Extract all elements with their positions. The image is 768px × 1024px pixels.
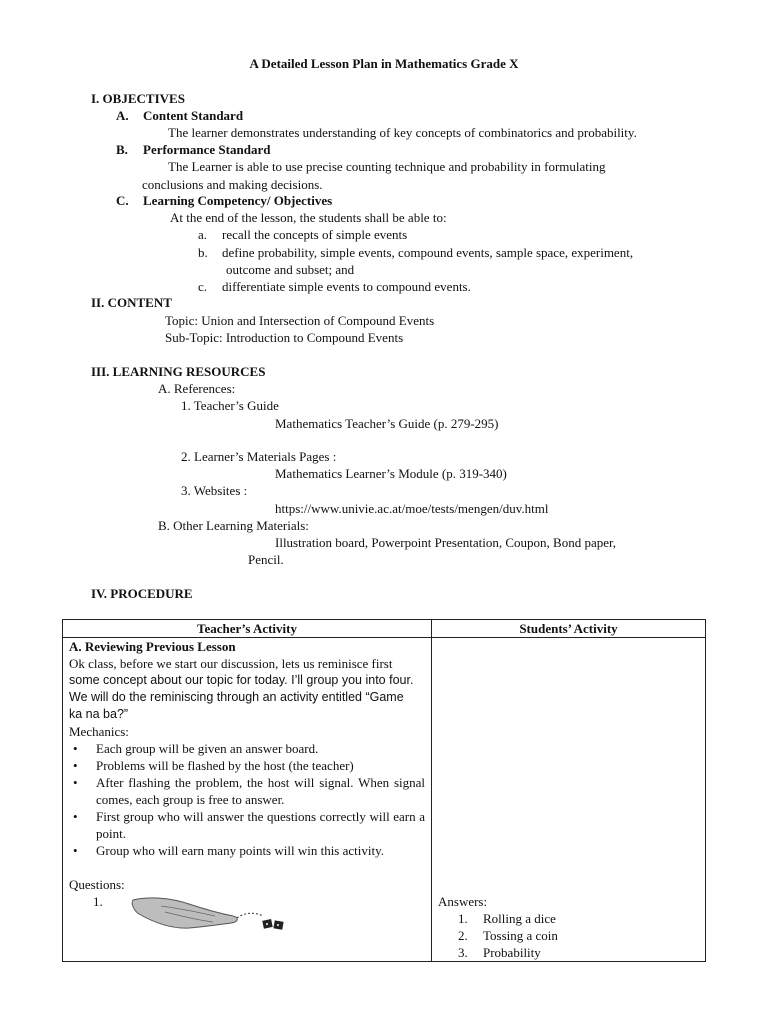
- students-activity-header: Students’ Activity: [432, 620, 706, 638]
- performance-standard-letter: B.: [116, 142, 128, 157]
- document-title: A Detailed Lesson Plan in Mathematics Grade X: [249, 56, 519, 71]
- students-activity-cell: [432, 638, 706, 962]
- competency-label: Learning Competency/ Objectives: [143, 193, 333, 208]
- reference-3-value: https://www.univie.ac.at/moe/tests/mengen/duv.html: [275, 501, 549, 516]
- procedure-table-header: [63, 620, 706, 638]
- answer-text: Probability: [483, 945, 541, 960]
- competency-letter: C.: [116, 193, 129, 208]
- procedure-table: [62, 619, 706, 962]
- competency-item-b-marker: b.: [198, 245, 208, 260]
- answer-number: 3.: [458, 945, 468, 960]
- competency-item-b-continuation: outcome and subset; and: [226, 262, 355, 277]
- objectives-heading: I. OBJECTIVES: [91, 91, 185, 106]
- answer-text: Rolling a dice: [483, 911, 556, 926]
- performance-standard-label: Performance Standard: [143, 142, 271, 157]
- answers-list: [438, 910, 699, 961]
- mechanics-item: • Each group will be given an answer board.: [69, 740, 425, 757]
- reference-3-label: 3. Websites :: [181, 483, 248, 498]
- reference-2-value: Mathematics Learner’s Module (p. 319-340): [275, 466, 507, 481]
- intro-line-4: ka na ba?”: [69, 707, 129, 721]
- resources-heading: III. LEARNING RESOURCES: [91, 364, 266, 379]
- content-subtopic: Sub-Topic: Introduction to Compound Events: [165, 330, 404, 345]
- competency-item-c-text: differentiate simple events to compound events.: [222, 279, 471, 294]
- procedure-heading: IV. PROCEDURE: [91, 586, 193, 601]
- procedure-table-row: [63, 638, 706, 962]
- references-label: A. References:: [158, 381, 236, 396]
- intro-line-3: We will do the reminiscing through an activity entitled “Game: [69, 690, 404, 704]
- mechanics-item: • First group who will answer the questions correctly will earn a point.: [69, 808, 425, 842]
- intro-line-2: some concept about our topic for today. I’ll group you into four.: [69, 673, 414, 687]
- question-number: 1.: [93, 894, 103, 909]
- reference-1-value: Mathematics Teacher’s Guide (p. 279-295): [275, 416, 499, 431]
- mechanics-item: • Problems will be flashed by the host (the teacher): [69, 757, 425, 774]
- competency-item-c-marker: c.: [198, 279, 208, 294]
- answer-number: 2.: [458, 928, 468, 943]
- competency-item-a-marker: a.: [198, 227, 208, 242]
- questions-label: Questions:: [69, 877, 125, 892]
- section-a-heading: A. Reviewing Previous Lesson: [69, 639, 236, 654]
- mechanics-item: • Group who will earn many points will win this activity.: [69, 842, 425, 859]
- answers-label: Answers:: [438, 894, 488, 909]
- answer-item: [438, 927, 699, 944]
- answer-item: [438, 944, 699, 961]
- performance-standard-line1: The Learner is able to use precise counting technique and probability in formulating: [168, 159, 606, 174]
- mechanics-label: Mechanics:: [69, 724, 129, 739]
- competency-item-a-text: recall the concepts of simple events: [222, 227, 408, 242]
- teacher-activity-header: Teacher’s Activity: [63, 620, 432, 638]
- answer-number: 1.: [458, 911, 468, 926]
- competency-item-b-text: define probability, simple events, compound events, sample space, experiment,: [222, 245, 634, 260]
- competency-intro: At the end of the lesson, the students shall be able to:: [170, 210, 447, 225]
- reference-2-label: 2. Learner’s Materials Pages :: [181, 449, 337, 464]
- other-materials-line2: Pencil.: [248, 552, 284, 567]
- answer-item: [438, 910, 699, 927]
- answer-text: Tossing a coin: [483, 928, 558, 943]
- content-standard-label: Content Standard: [143, 108, 244, 123]
- other-materials-line1: Illustration board, Powerpoint Presentation, Coupon, Bond paper,: [275, 535, 617, 550]
- reference-1-label: 1. Teacher’s Guide: [181, 398, 279, 413]
- performance-standard-line2: conclusions and making decisions.: [142, 177, 323, 192]
- intro-line-1: Ok class, before we start our discussion, lets us reminisce first: [69, 656, 393, 671]
- mechanics-list: [69, 740, 425, 859]
- mechanics-item: • After flashing the problem, the host will signal. When signal comes, each group is free to answer.: [69, 774, 425, 808]
- content-standard-text: The learner demonstrates understanding of key concepts of combinatorics and probability.: [168, 125, 637, 140]
- content-heading: II. CONTENT: [91, 295, 172, 310]
- content-standard-letter: A.: [116, 108, 129, 123]
- other-materials-label: B. Other Learning Materials:: [158, 518, 309, 533]
- teacher-activity-cell: [63, 638, 432, 962]
- content-topic: Topic: Union and Intersection of Compound Events: [165, 313, 435, 328]
